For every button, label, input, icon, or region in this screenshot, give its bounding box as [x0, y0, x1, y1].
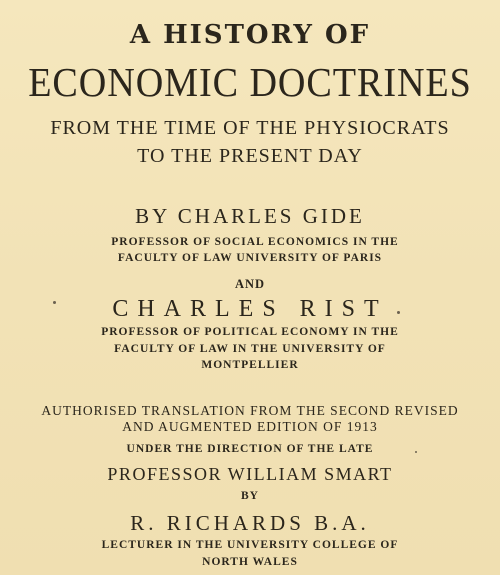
author-gide-position-line-1: PROFESSOR OF SOCIAL ECONOMICS IN THE — [111, 236, 399, 248]
subtitle-line-1: FROM THE TIME OF THE PHYSIOCRATS — [50, 117, 450, 139]
under-direction-note: UNDER THE DIRECTION OF THE LATE — [126, 443, 374, 455]
paper-speck — [415, 451, 417, 453]
translator-name: R. RICHARDS B.A. — [130, 511, 370, 535]
conjunction-and: AND — [234, 277, 266, 291]
translation-note-line-1: AUTHORISED TRANSLATION FROM THE SECOND REVISED — [41, 403, 459, 418]
translator-position-line-2: NORTH WALES — [202, 556, 298, 568]
paper-speck — [397, 311, 400, 314]
author-gide-byline: BY CHARLES GIDE — [135, 204, 365, 228]
paper-speck — [53, 301, 56, 304]
translator-by: BY — [241, 490, 259, 502]
subtitle-line-2: TO THE PRESENT DAY — [137, 145, 363, 167]
translator-position-line-1: LECTURER IN THE UNIVERSITY COLLEGE OF — [101, 539, 399, 551]
author-rist-name: CHARLES RIST — [112, 296, 388, 322]
director-name: PROFESSOR WILLIAM SMART — [107, 464, 393, 484]
author-gide-position-line-2: FACULTY OF LAW UNIVERSITY OF PARIS — [117, 252, 383, 264]
author-rist-position-line-2: FACULTY OF LAW IN THE UNIVERSITY OF — [114, 343, 386, 355]
translation-note-line-2: AND AUGMENTED EDITION OF 1913 — [122, 419, 378, 434]
author-rist-position-line-3: MONTPELLIER — [201, 359, 299, 371]
book-title-line-2: ECONOMIC DOCTRINES — [28, 59, 472, 105]
book-title-line-1: A HISTORY OF — [129, 20, 371, 50]
author-rist-position-line-1: PROFESSOR OF POLITICAL ECONOMY IN THE — [101, 326, 399, 338]
